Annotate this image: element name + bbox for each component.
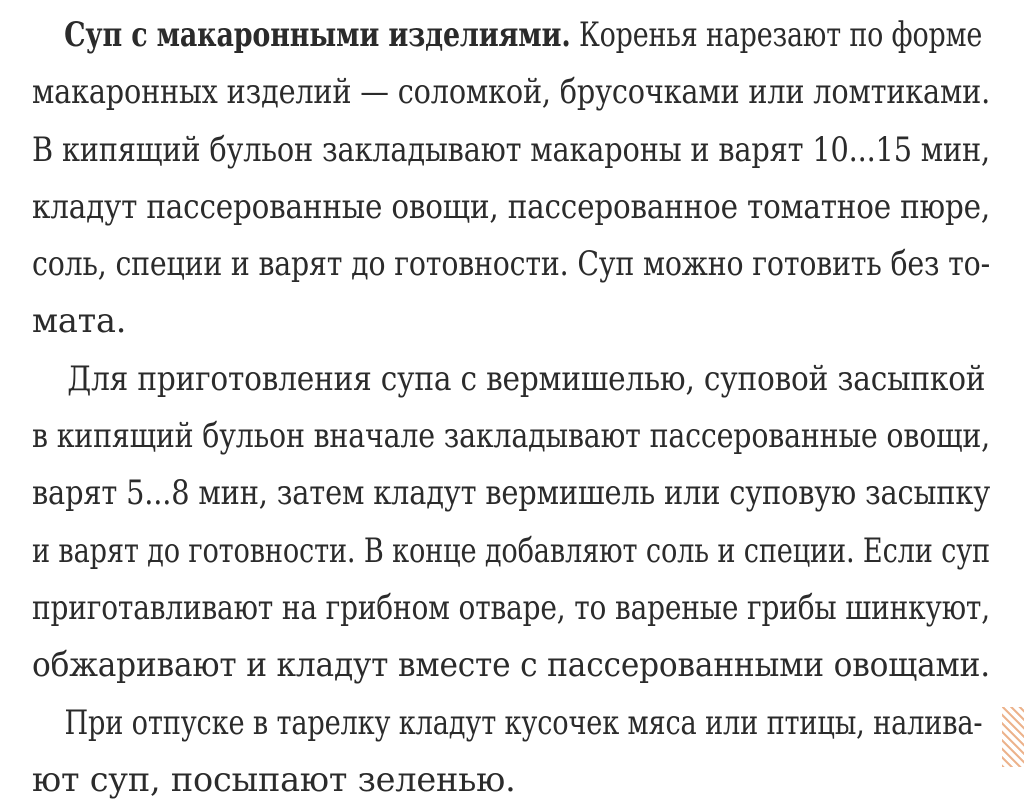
paragraph3-line-0: При отпуске в тарелку кладут кусочек мяса или птицы, налива- — [64, 702, 983, 742]
paragraph1-line-4: соль, специи и варят до готовности. Суп можно готовить без то- — [32, 244, 990, 284]
paragraph2-line-4: приготавливают на грибном отваре, то вареные грибы шинкуют, — [32, 587, 990, 627]
paragraph1-line-0 — [32, 6, 983, 63]
paragraph2-line-3: и варят до готовности. В конце добавляют соль и специи. Если суп — [32, 530, 990, 570]
paragraph1-heading: Суп с макаронными изделиями. — [64, 15, 571, 54]
paragraph1-line-1: макаронных изделий — соломкой, брусочками или ломтиками. — [32, 72, 991, 112]
paragraph3-line-1: ют суп, посыпают зеленью. — [32, 759, 516, 799]
document-text — [32, 6, 990, 808]
paragraph1-line-3: кладут пассерованные овощи, пассерованное томатное пюре, — [32, 186, 991, 226]
paragraph2-line-0: Для приготовления супа с вермишелью, суповой засыпкой — [67, 358, 986, 398]
paragraph1-line-2: В кипящий бульон закладывают макароны и варят 10...15 мин, — [32, 129, 991, 169]
paragraph2-line-1: в кипящий бульон вначале закладывают пассерованные овощи, — [32, 416, 991, 456]
paragraph2-line-5: обжаривают и кладут вместе с пассерованными овощами. — [32, 645, 990, 685]
paragraph2-line-2: варят 5...8 мин, затем кладут вермишель или суповую засыпку — [32, 473, 990, 513]
corner-stripe-decoration — [1002, 707, 1024, 767]
paragraph1-line-0-text: Коренья нарезают по форме — [578, 15, 983, 54]
paragraph1-line-5: мата. — [32, 301, 127, 341]
